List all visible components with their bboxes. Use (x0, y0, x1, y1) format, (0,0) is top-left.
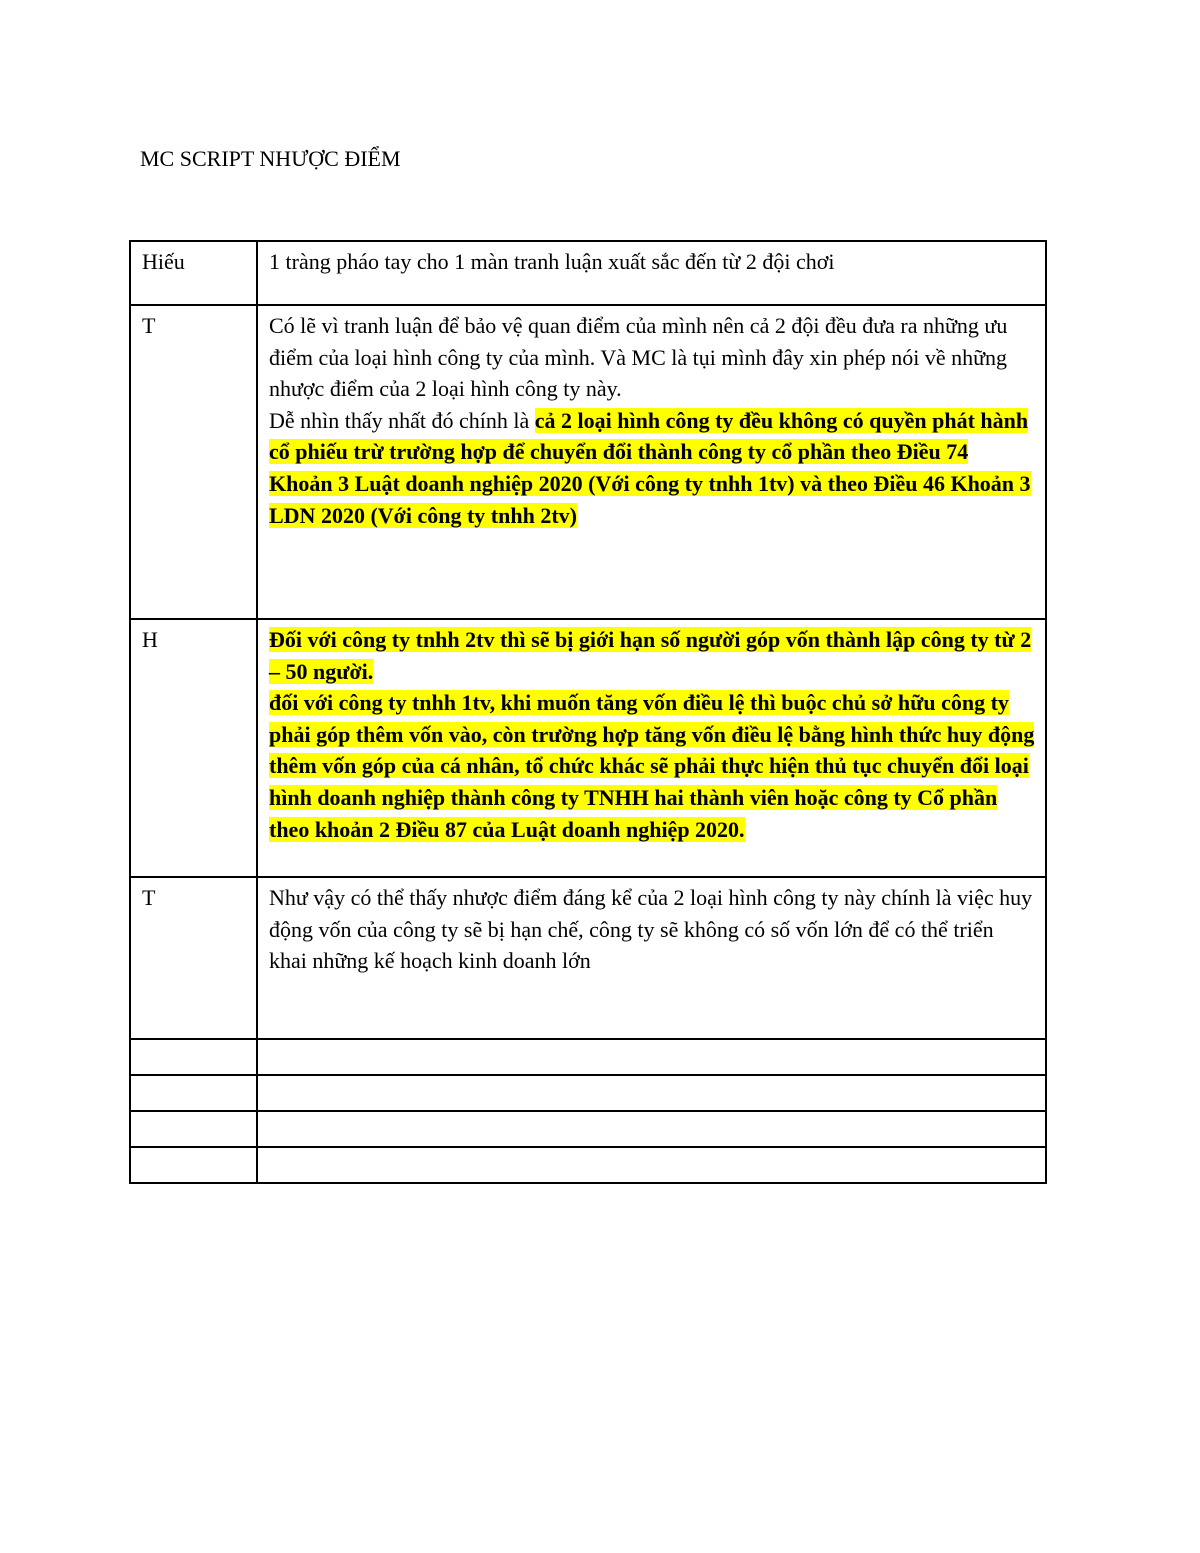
script-text-lead: Dễ nhìn thấy nhất đó chính là (269, 407, 535, 433)
table-row (130, 241, 1046, 305)
page-title: MC SCRIPT NHƯỢC ĐIỂM (140, 146, 401, 171)
speaker-cell: Hiếu (130, 241, 257, 305)
script-cell (257, 619, 1046, 877)
empty-cell (130, 1111, 257, 1147)
script-text: Có lẽ vì tranh luận để bảo vệ quan điểm của mình nên cả 2 đội đều đưa ra những ưu điểm của loại hình công ty của mình. Và MC là tụi mình đây xin phép nói về những nhược điểm của 2 loại hình công ty này. (269, 313, 1008, 402)
table-row (130, 877, 1046, 1039)
empty-row (130, 1147, 1046, 1183)
script-table (129, 240, 1047, 1184)
speaker-cell: T (130, 877, 257, 1039)
empty-cell (257, 1111, 1046, 1147)
empty-cell (130, 1039, 257, 1075)
speaker-cell: T (130, 305, 257, 619)
script-text: Như vậy có thể thấy nhược điểm đáng kể của 2 loại hình công ty này chính là việc huy động vốn của công ty sẽ bị hạn chế, công ty sẽ không có số vốn lớn để có thể triển khai những kế hoạch kinh doanh lớn (269, 885, 1033, 974)
highlighted-text: đối với công ty tnhh 1tv, khi muốn tăng vốn điều lệ thì buộc chủ sở hữu công ty phải góp thêm vốn vào, còn trường hợp tăng vốn điều lệ bằng hình thức huy động thêm vốn góp của cá nhân, tổ chức khác sẽ phải thực hiện thủ tục chuyển đổi loại hình doanh nghiệp thành công ty TNHH hai thành viên hoặc công ty Cổ phần theo khoản 2 Điều 87 của Luật doanh nghiệp 2020. (269, 690, 1035, 842)
highlighted-text: Đối với công ty tnhh 2tv thì sẽ bị giới hạn số người góp vốn thành lập công ty từ 2 – 50 người. (269, 627, 1032, 684)
empty-cell (257, 1147, 1046, 1183)
empty-cell (130, 1147, 257, 1183)
script-cell (257, 877, 1046, 1039)
highlighted-text: cả 2 loại hình công ty đều không có quyền phát hành cổ phiếu trừ trường hợp để chuyển đổi thành công ty cổ phần theo Điều 74 Khoản 3 Luật doanh nghiệp 2020 (Với công ty tnhh 1tv) và theo Điều 46 Khoản 3 LDN 2020 (Với công ty tnhh 2tv) (269, 407, 1031, 528)
table-row (130, 619, 1046, 877)
empty-cell (130, 1075, 257, 1111)
speaker-cell: H (130, 619, 257, 877)
table-row (130, 305, 1046, 619)
empty-cell (257, 1075, 1046, 1111)
script-cell (257, 241, 1046, 305)
empty-row (130, 1111, 1046, 1147)
script-cell (257, 305, 1046, 619)
empty-cell (257, 1039, 1046, 1075)
empty-row (130, 1075, 1046, 1111)
empty-row (130, 1039, 1046, 1075)
script-text: 1 tràng pháo tay cho 1 màn tranh luận xuất sắc đến từ 2 đội chơi (269, 249, 835, 274)
